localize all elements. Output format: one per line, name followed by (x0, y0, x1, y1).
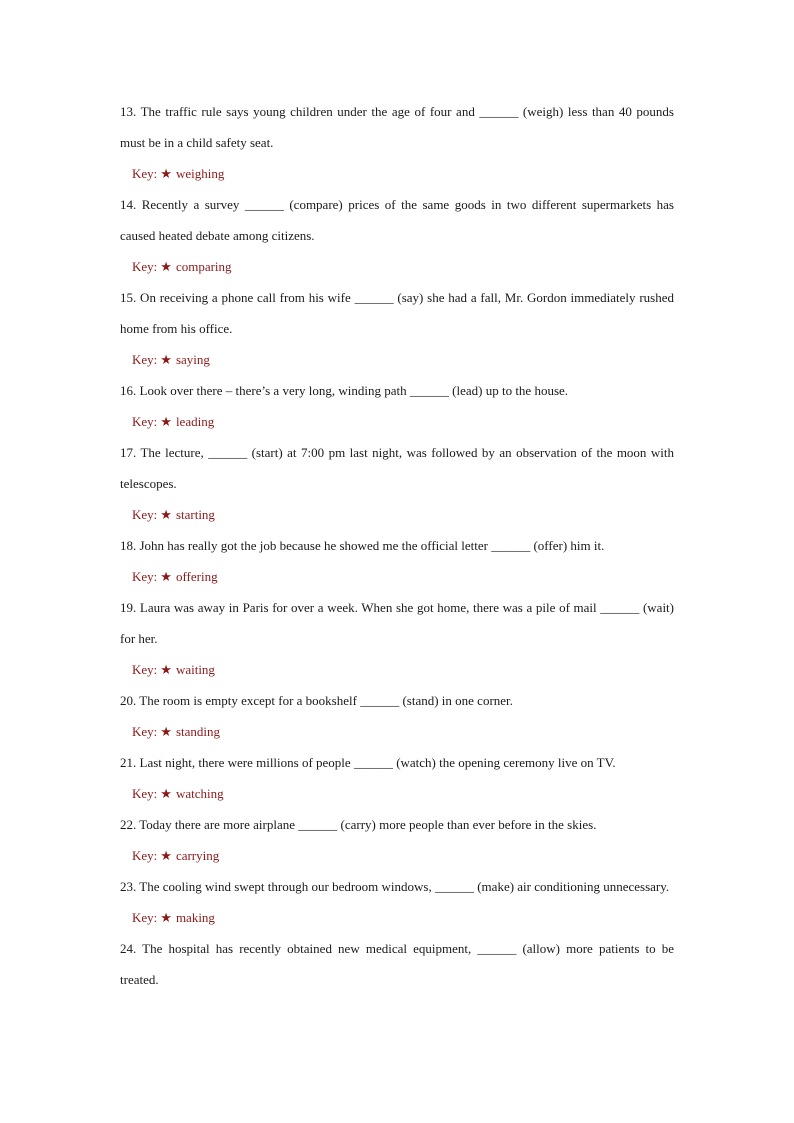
key-label: Key: (132, 352, 158, 367)
answer-text: comparing (175, 259, 232, 274)
star-icon: ★ (160, 569, 172, 584)
question-text: 22. Today there are more airplane ______ (carry) more people than ever before in the skies. (120, 817, 597, 832)
question-text: 23. The cooling wind swept through our bedroom windows, ______ (make) air conditioning unnecessary. (120, 879, 670, 894)
answer-key (120, 654, 674, 685)
key-label: Key: (132, 848, 158, 863)
star-icon: ★ (160, 352, 172, 367)
answer-text: weighing (175, 166, 225, 181)
answer-key (120, 561, 674, 592)
question-text: 21. Last night, there were millions of people ______ (watch) the opening ceremony live on TV. (120, 755, 616, 770)
star-icon: ★ (160, 166, 172, 181)
question-text: 16. Look over there – there’s a very long, winding path ______ (lead) up to the house. (120, 383, 569, 398)
key-label: Key: (132, 569, 158, 584)
answer-text: watching (175, 786, 224, 801)
answer-key (120, 406, 674, 437)
answer-key (120, 840, 674, 871)
star-icon: ★ (160, 507, 172, 522)
star-icon: ★ (160, 662, 172, 677)
star-icon: ★ (160, 724, 172, 739)
answer-text: carrying (175, 848, 220, 863)
key-label: Key: (132, 414, 158, 429)
star-icon: ★ (160, 848, 172, 863)
question-text: 20. The room is empty except for a bookshelf ______ (stand) in one corner. (120, 693, 513, 708)
answer-text: offering (175, 569, 218, 584)
answer-key (120, 902, 674, 933)
key-label: Key: (132, 910, 158, 925)
key-label: Key: (132, 507, 158, 522)
question-text: 14. Recently a survey ______ (compare) prices of the same goods in two different supermarkets has caused heated debate among citizens. (120, 197, 674, 243)
question-text: 18. John has really got the job because he showed me the official letter ______ (offer) him it. (120, 538, 605, 553)
answer-key (120, 499, 674, 530)
answer-text: saying (175, 352, 210, 367)
question-text: 17. The lecture, ______ (start) at 7:00 pm last night, was followed by an observation of the moon with telescopes. (120, 445, 674, 491)
answer-key (120, 158, 674, 189)
answer-key (120, 251, 674, 282)
star-icon: ★ (160, 259, 172, 274)
key-label: Key: (132, 662, 158, 677)
key-label: Key: (132, 166, 158, 181)
answer-key (120, 716, 674, 747)
question-text: 24. The hospital has recently obtained new medical equipment, ______ (allow) more patients to be treated. (120, 941, 674, 987)
answer-text: leading (175, 414, 215, 429)
key-label: Key: (132, 259, 158, 274)
star-icon: ★ (160, 786, 172, 801)
question-text: 19. Laura was away in Paris for over a week. When she got home, there was a pile of mail ______ (wait) for her. (120, 600, 674, 646)
answer-text: starting (175, 507, 215, 522)
answer-text: waiting (175, 662, 215, 677)
key-label: Key: (132, 786, 158, 801)
question-text: 13. The traffic rule says young children under the age of four and ______ (weigh) less than 40 pounds must be in a child safety seat. (120, 104, 674, 150)
worksheet-page (120, 96, 674, 995)
answer-text: making (175, 910, 215, 925)
answer-key (120, 344, 674, 375)
question-text: 15. On receiving a phone call from his wife ______ (say) she had a fall, Mr. Gordon immediately rushed home from his office. (120, 290, 674, 336)
star-icon: ★ (160, 414, 172, 429)
answer-key (120, 778, 674, 809)
key-label: Key: (132, 724, 158, 739)
star-icon: ★ (160, 910, 172, 925)
answer-text: standing (175, 724, 220, 739)
